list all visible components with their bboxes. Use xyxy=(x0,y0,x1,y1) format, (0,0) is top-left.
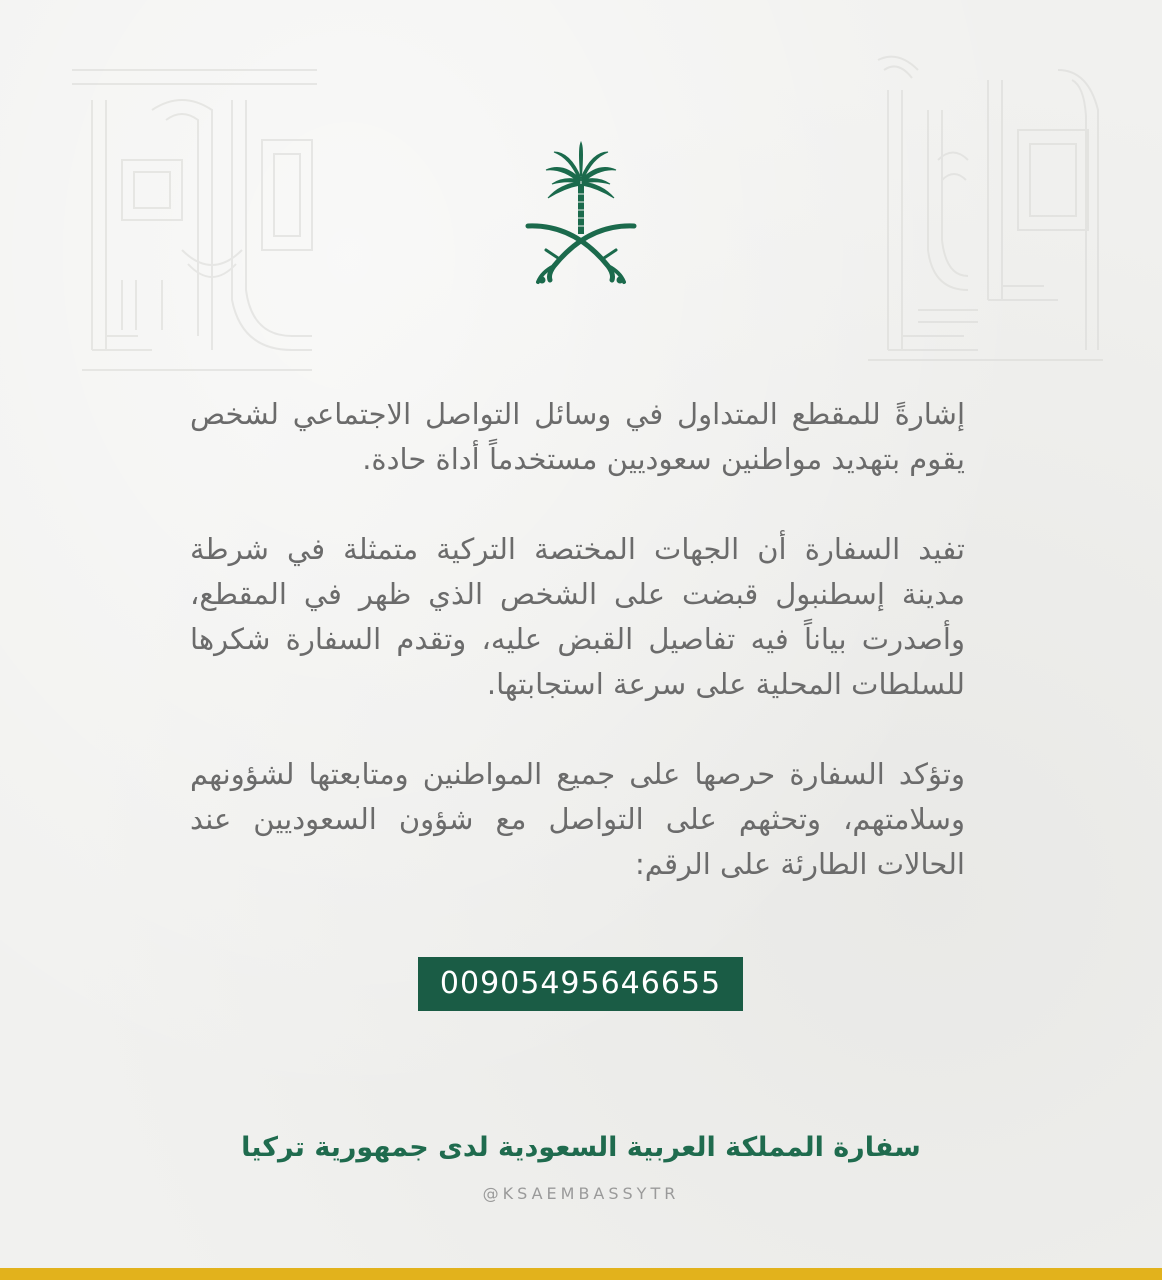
calligraphy-watermark-right-icon xyxy=(858,50,1108,370)
saudi-palm-swords-icon xyxy=(524,140,638,286)
emergency-phone-number: 00905495646655 xyxy=(418,957,743,1011)
statement-paragraph-3: وتؤكد السفارة حرصها على جميع المواطنين ومتابعتها لشؤونهم وسلامتهم، وتحثهم على التواصل مع شؤون السعوديين عند الحالات الطارئة على الرقم: xyxy=(190,757,965,881)
statement-paragraph-1: إشارةً للمقطع المتداول في وسائل التواصل الاجتماعي لشخص يقوم بتهديد مواطنين سعوديين مستخدماً أداة حادة. xyxy=(190,397,965,476)
accent-bar xyxy=(0,1268,1162,1280)
embassy-name: سفارة المملكة العربية السعودية لدى جمهورية تركيا xyxy=(241,1132,921,1163)
statement-paragraph-2: تفيد السفارة أن الجهات المختصة التركية متمثلة في شرطة مدينة إسطنبول قبضت على الشخص الذي ظهر في المقطع، وأصدرت بياناً فيه تفاصيل القبض عليه، وتقدم السفارة شكرها للسلطات المحلية على سرعة استجابتها. xyxy=(190,532,965,701)
statement-body xyxy=(190,392,965,932)
calligraphy-watermark-left-icon xyxy=(62,50,327,380)
social-handle: @KSAEMBASSYTR xyxy=(482,1184,680,1203)
